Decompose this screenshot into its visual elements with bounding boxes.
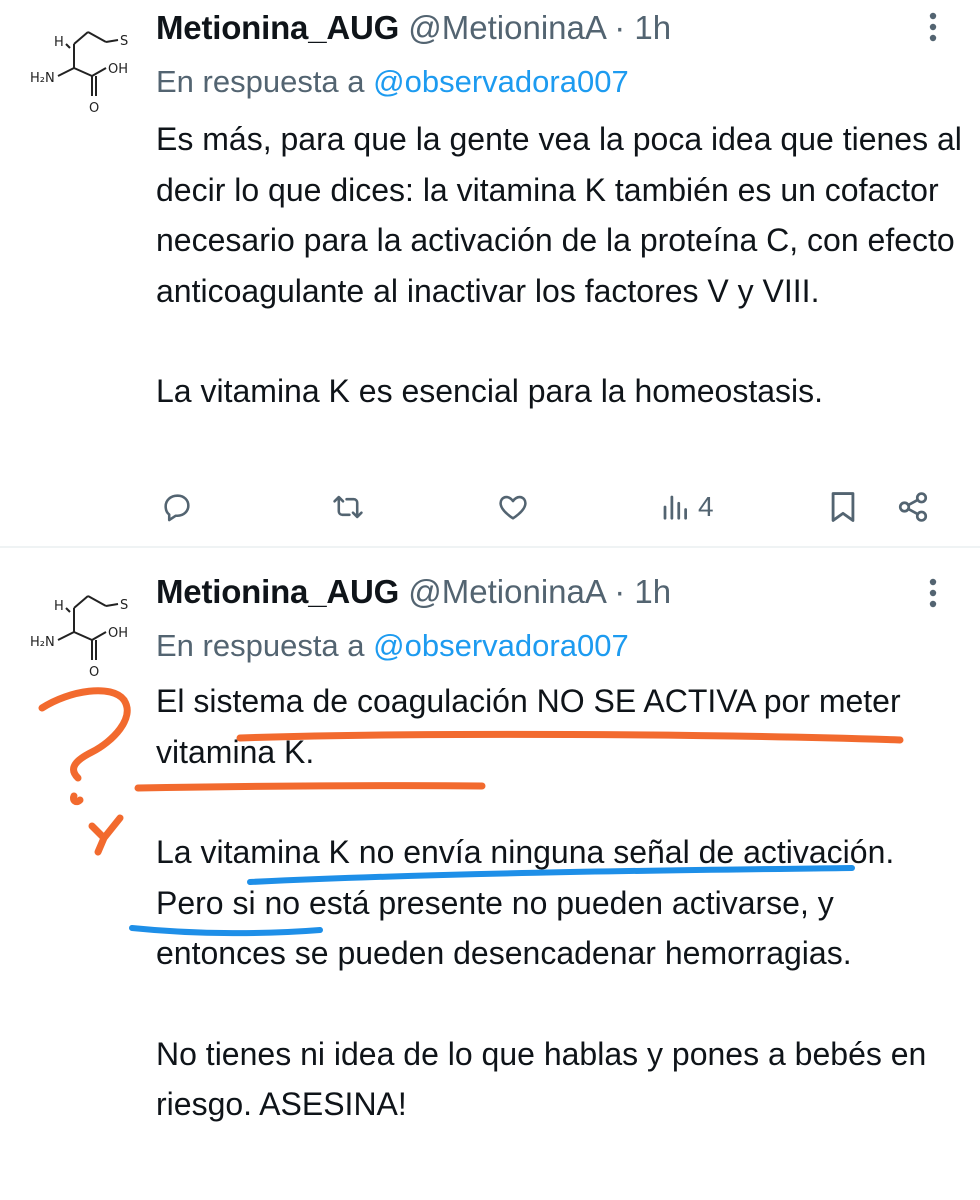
author-name[interactable]: Metionina_AUG [156, 573, 400, 610]
views-count: 4 [698, 491, 714, 522]
atom-h2n: H₂N [30, 635, 55, 650]
reply-prefix: En respuesta a [156, 628, 365, 663]
tweet-text [156, 676, 966, 1130]
like-button[interactable] [496, 482, 530, 532]
views-icon [660, 492, 690, 522]
reply-mention-link[interactable]: @observadora007 [373, 64, 629, 99]
bookmark-icon [828, 490, 858, 524]
tweet-2[interactable] [0, 548, 980, 1200]
reply-icon [160, 490, 194, 524]
reply-prefix: En respuesta a [156, 64, 365, 99]
atom-o: O [89, 665, 100, 680]
tweet-1[interactable] [0, 0, 980, 548]
tweet-header [156, 8, 671, 48]
timestamp[interactable]: 1h [634, 9, 672, 46]
tweet-paragraph: La vitamina K es esencial para la homeostasis. [156, 373, 824, 409]
tweet-header [156, 572, 671, 612]
atom-s: S [120, 34, 129, 49]
avatar[interactable] [22, 584, 142, 684]
methionine-structure-icon [22, 20, 142, 120]
like-icon [496, 490, 530, 524]
timestamp[interactable]: 1h [634, 573, 672, 610]
tweet-paragraph: No tienes ni idea de lo que hablas y pones a bebés en riesgo. ASESINA! [156, 1035, 927, 1122]
views-button[interactable] [660, 482, 714, 532]
tweet-paragraph: Es más, para que la gente vea la poca idea que tienes al decir lo que dices: la vitamina K también es un cofactor necesario para la activación de la proteína C, con efecto anticoagulante al inactivar los factores V y VIII. [156, 121, 962, 309]
bookmark-button[interactable] [828, 482, 858, 532]
separator-dot: · [614, 9, 626, 46]
methionine-structure-icon [22, 584, 142, 684]
reply-button[interactable] [160, 482, 194, 532]
separator-dot: · [614, 573, 626, 610]
atom-h: H [54, 599, 64, 614]
avatar[interactable] [22, 20, 142, 120]
atom-h: H [54, 35, 64, 50]
author-handle[interactable]: @MetioninaA [408, 573, 606, 610]
author-name[interactable]: Metionina_AUG [156, 9, 400, 46]
atom-o: O [89, 101, 100, 116]
reply-context [156, 62, 629, 102]
atom-s: S [120, 598, 129, 613]
reply-context [156, 626, 629, 666]
tweet-paragraph: La vitamina K no envía ninguna señal de activación. Pero si no está presente no pueden activarse, y entonces se pueden desencadenar hemorragias. [156, 834, 895, 971]
atom-oh: OH [108, 62, 129, 77]
action-bar [0, 482, 980, 532]
tweet-paragraph: El sistema de coagulación NO SE ACTIVA por meter vitamina K. [156, 683, 901, 770]
more-icon[interactable] [918, 10, 948, 44]
atom-h2n: H₂N [30, 71, 55, 86]
retweet-button[interactable] [330, 482, 366, 532]
author-handle[interactable]: @MetioninaA [408, 9, 606, 46]
tweet-text [156, 114, 966, 417]
retweet-icon [330, 490, 366, 524]
more-icon[interactable] [918, 576, 948, 610]
share-icon [896, 490, 930, 524]
atom-oh: OH [108, 626, 129, 641]
share-button[interactable] [896, 482, 930, 532]
reply-mention-link[interactable]: @observadora007 [373, 628, 629, 663]
